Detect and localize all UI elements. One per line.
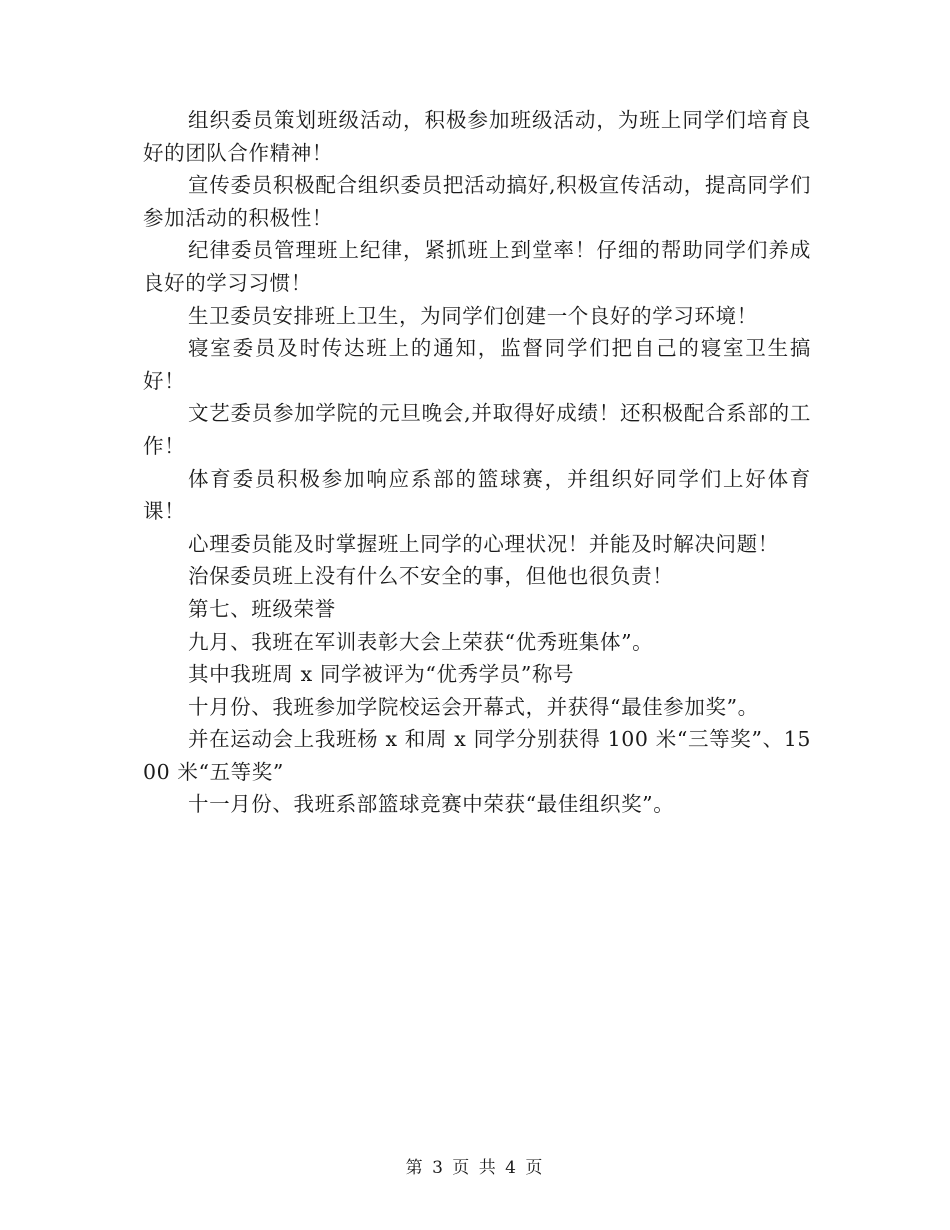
paragraph-publicity-committee: 宣传委员积极配合组织委员把活动搞好,积极宣传活动，提高同学们参加活动的积极性！ bbox=[143, 173, 811, 230]
paragraph-dormitory-committee: 寝室委员及时传达班上的通知，监督同学们把自己的寝室卫生搞好！ bbox=[143, 336, 811, 393]
document-body bbox=[143, 104, 811, 821]
paragraph-october-honor: 十月份、我班参加学院校运会开幕式，并获得“最佳参加奖”。 bbox=[188, 694, 759, 719]
paragraph-psychology-committee: 心理委员能及时掌握班上同学的心理状况！并能及时解决问题！ bbox=[188, 531, 779, 556]
paragraph-organizing-committee: 组织委员策划班级活动，积极参加班级活动，为班上同学们培育良好的团队合作精神！ bbox=[143, 108, 811, 165]
section-heading-class-honors: 第七、班级荣誉 bbox=[188, 596, 336, 621]
paragraph-security-committee: 治保委员班上没有什么不安全的事，但他也很负责！ bbox=[188, 564, 674, 589]
paragraph-hygiene-committee: 生卫委员安排班上卫生，为同学们创建一个良好的学习环境！ bbox=[188, 303, 758, 328]
paragraph-sports-meet-awards: 并在运动会上我班杨 x 和周 x 同学分别获得 100 米“三等奖”、1500 米“五等奖” bbox=[143, 727, 811, 784]
paragraph-september-honor: 九月、我班在军训表彰大会上荣获“优秀班集体”。 bbox=[188, 629, 654, 654]
paragraph-arts-committee: 文艺委员参加学院的元旦晚会,并取得好成绩！还积极配合系部的工作！ bbox=[143, 401, 811, 458]
paragraph-discipline-committee: 纪律委员管理班上纪律，紧抓班上到堂率！仔细的帮助同学们养成良好的学习习惯！ bbox=[143, 238, 811, 295]
paragraph-sports-committee: 体育委员积极参加响应系部的篮球赛，并组织好同学们上好体育课！ bbox=[143, 466, 811, 524]
paragraph-november-honor: 十一月份、我班系部篮球竞赛中荣获“最佳组织奖”。 bbox=[188, 792, 675, 817]
paragraph-outstanding-trainee: 其中我班周 x 同学被评为“优秀学员”称号 bbox=[188, 662, 575, 687]
page-number-footer: 第 3 页 共 4 页 bbox=[405, 1158, 545, 1178]
